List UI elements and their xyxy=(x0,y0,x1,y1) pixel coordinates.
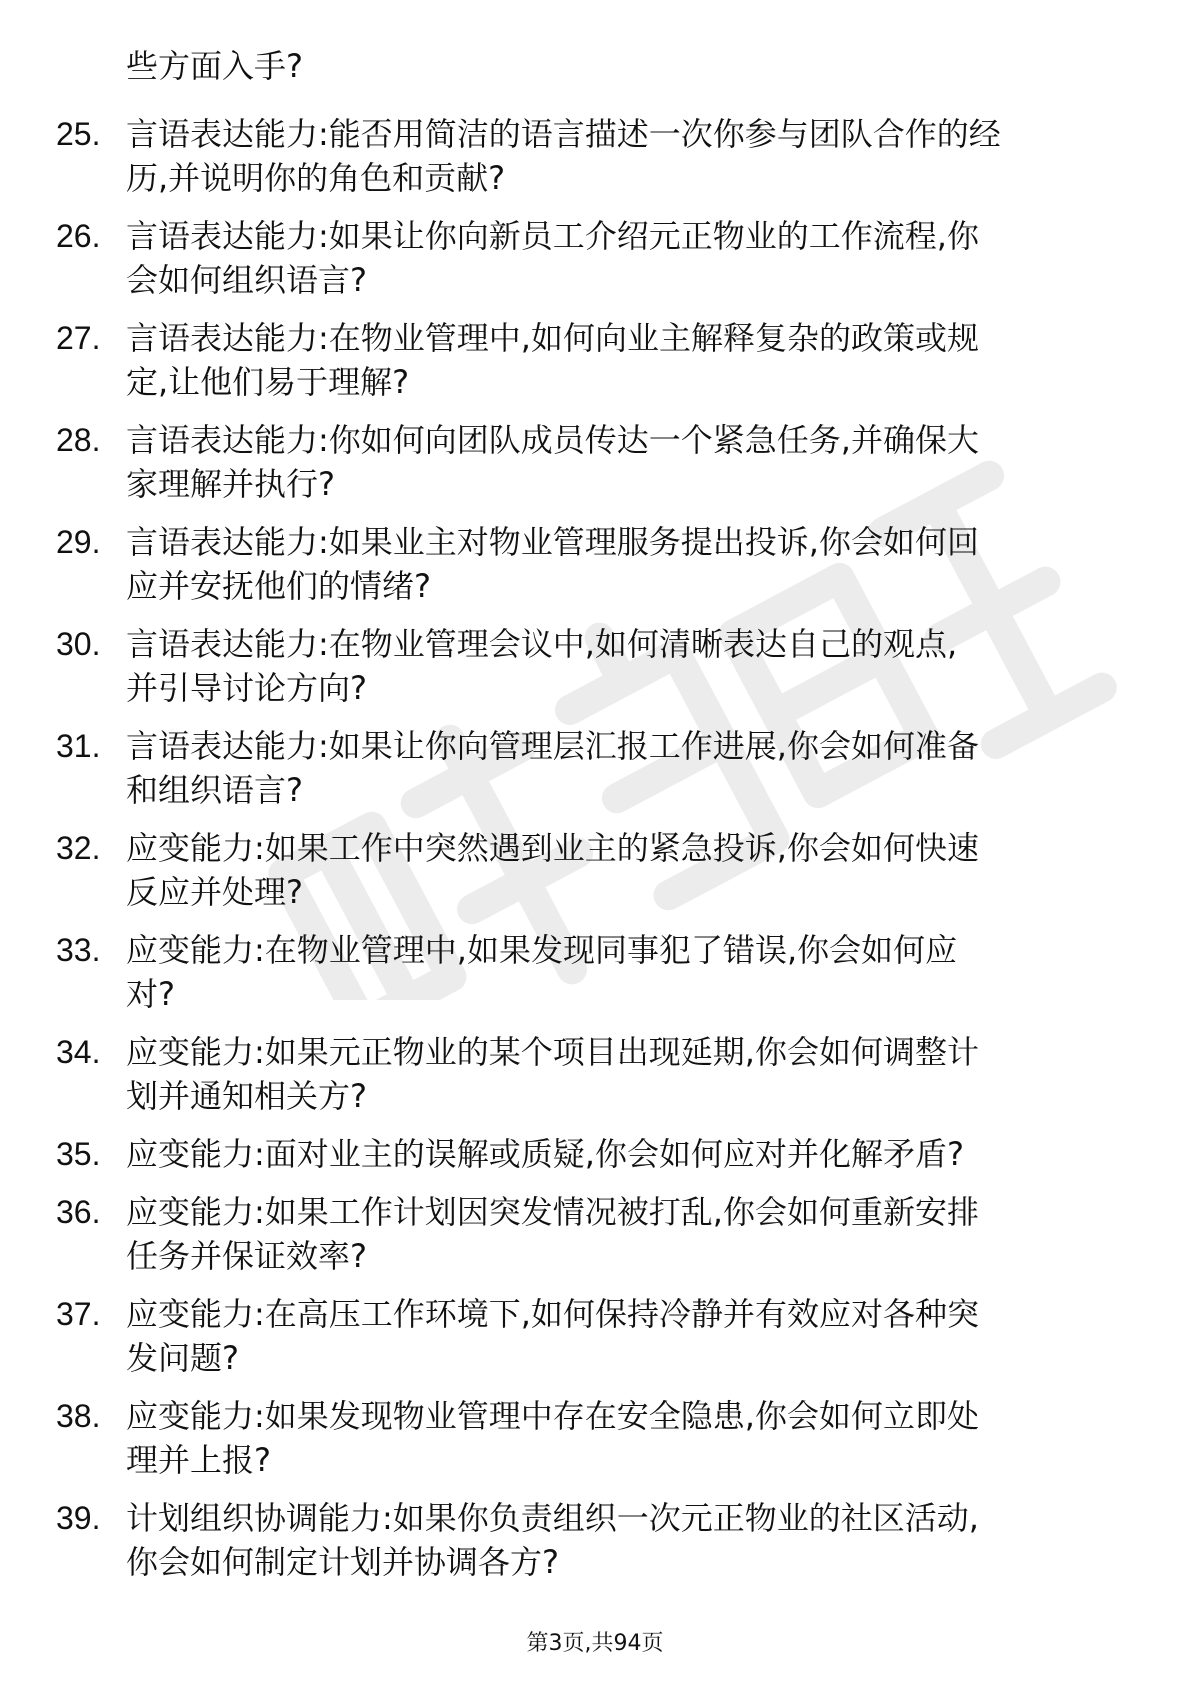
list-item xyxy=(56,1190,1116,1278)
question-line: 定,让他们易于理解? xyxy=(126,363,410,401)
question-text xyxy=(126,1030,1116,1118)
question-line: 言语表达能力:在物业管理会议中,如何清晰表达自己的观点, xyxy=(126,625,958,663)
question-text xyxy=(126,724,1116,812)
list-item xyxy=(56,1496,1116,1584)
question-line: 应变能力:如果工作计划因突发情况被打乱,你会如何重新安排 xyxy=(126,1193,979,1231)
question-line: 言语表达能力:在物业管理中,如何向业主解释复杂的政策或规 xyxy=(126,319,979,357)
question-line: 应变能力:如果元正物业的某个项目出现延期,你会如何调整计 xyxy=(126,1033,979,1071)
question-line: 理并上报? xyxy=(126,1441,271,1479)
question-number: 34. xyxy=(56,1034,101,1070)
question-list xyxy=(56,112,1116,1584)
question-number: 31. xyxy=(56,728,101,764)
list-item xyxy=(56,520,1116,608)
question-text xyxy=(126,1190,1116,1278)
list-item xyxy=(56,1292,1116,1380)
list-item xyxy=(56,1030,1116,1118)
question-line: 言语表达能力:你如何向团队成员传达一个紧急任务,并确保大 xyxy=(126,421,979,459)
question-number: 28. xyxy=(56,422,101,458)
question-line: 应变能力:如果发现物业管理中存在安全隐患,你会如何立即处 xyxy=(126,1397,979,1435)
question-line: 你会如何制定计划并协调各方? xyxy=(126,1543,559,1581)
question-text xyxy=(126,928,1116,1016)
question-text xyxy=(126,418,1116,506)
question-line: 对? xyxy=(126,975,175,1013)
page-footer: 第3页,共94页 xyxy=(526,1631,664,1656)
question-line: 言语表达能力:如果让你向新员工介绍元正物业的工作流程,你 xyxy=(126,217,979,255)
question-number: 39. xyxy=(56,1500,101,1536)
question-number: 37. xyxy=(56,1296,101,1332)
question-line: 应变能力:面对业主的误解或质疑,你会如何应对并化解矛盾? xyxy=(126,1135,964,1173)
question-number: 26. xyxy=(56,218,101,254)
question-number: 25. xyxy=(56,116,101,152)
question-line: 言语表达能力:如果让你向管理层汇报工作进展,你会如何准备 xyxy=(126,727,979,765)
question-line: 应并安抚他们的情绪? xyxy=(126,567,431,605)
question-text xyxy=(126,316,1116,404)
question-text xyxy=(126,826,1116,914)
list-item xyxy=(56,724,1116,812)
question-line: 应变能力:在高压工作环境下,如何保持冷静并有效应对各种突 xyxy=(126,1295,979,1333)
list-item xyxy=(56,112,1116,200)
list-item xyxy=(56,928,1116,1016)
question-number: 29. xyxy=(56,524,101,560)
list-item xyxy=(56,1132,1116,1176)
question-text xyxy=(126,1132,1116,1176)
list-item xyxy=(56,1394,1116,1482)
question-number: 36. xyxy=(56,1194,101,1230)
question-number: 33. xyxy=(56,932,101,968)
question-number: 35. xyxy=(56,1136,101,1172)
question-number: 30. xyxy=(56,626,101,662)
question-line: 言语表达能力:能否用简洁的语言描述一次你参与团队合作的经 xyxy=(126,115,1001,153)
list-item xyxy=(56,214,1116,302)
question-number: 27. xyxy=(56,320,101,356)
question-text xyxy=(126,520,1116,608)
question-line: 家理解并执行? xyxy=(126,465,335,503)
question-text xyxy=(126,622,1116,710)
question-text xyxy=(126,1394,1116,1482)
question-line: 任务并保证效率? xyxy=(126,1237,367,1275)
question-number: 38. xyxy=(56,1398,101,1434)
question-text xyxy=(126,214,1116,302)
question-content xyxy=(56,44,1116,1598)
question-line: 会如何组织语言? xyxy=(126,261,367,299)
continued-question-tail: 些方面入手? xyxy=(126,47,303,85)
question-line: 计划组织协调能力:如果你负责组织一次元正物业的社区活动, xyxy=(126,1499,979,1537)
question-line: 和组织语言? xyxy=(126,771,303,809)
list-item xyxy=(56,622,1116,710)
question-line: 言语表达能力:如果业主对物业管理服务提出投诉,你会如何回 xyxy=(126,523,979,561)
question-text xyxy=(126,1496,1116,1584)
question-line: 划并通知相关方? xyxy=(126,1077,367,1115)
question-line: 反应并处理? xyxy=(126,873,303,911)
question-text xyxy=(126,1292,1116,1380)
list-item xyxy=(56,316,1116,404)
question-line: 发问题? xyxy=(126,1339,239,1377)
list-item xyxy=(56,826,1116,914)
question-line: 并引导讨论方向? xyxy=(126,669,367,707)
question-line: 历,并说明你的角色和贡献? xyxy=(126,159,506,197)
question-line: 应变能力:如果工作中突然遇到业主的紧急投诉,你会如何快速 xyxy=(126,829,979,867)
question-text xyxy=(126,112,1116,200)
question-line: 应变能力:在物业管理中,如果发现同事犯了错误,你会如何应 xyxy=(126,931,958,969)
question-number: 32. xyxy=(56,830,101,866)
list-item xyxy=(56,418,1116,506)
